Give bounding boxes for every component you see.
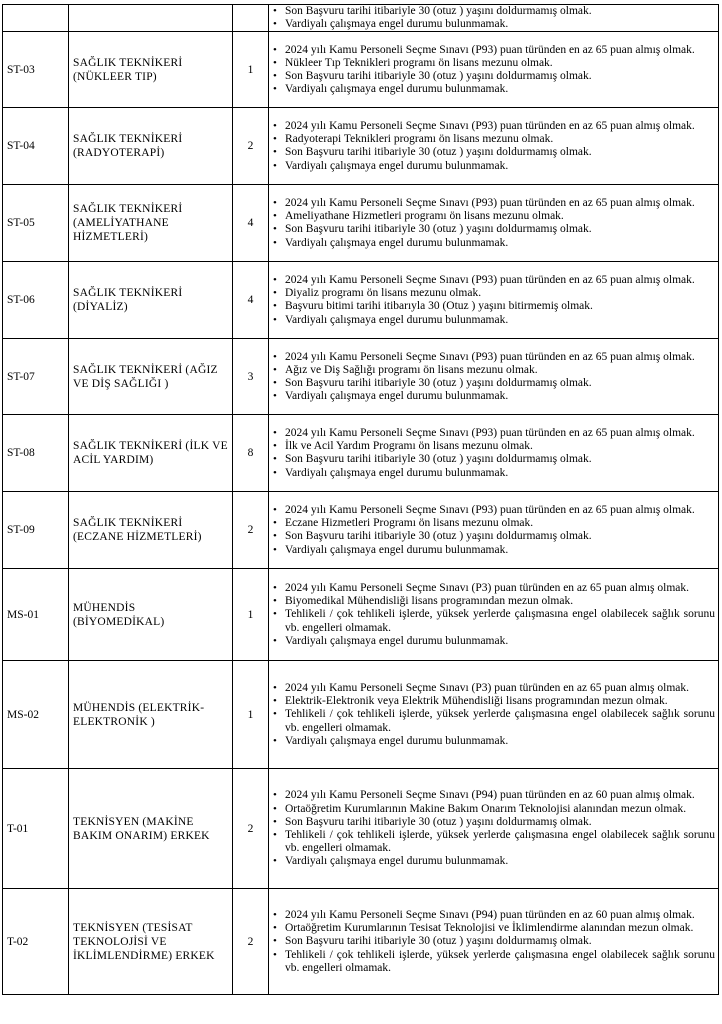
requirement-text: Tehlikeli / çok tehlikeli işlerde, yüksek yerlerde çalışmasına engel olabilecek sağlık sorunu vb. engelleri olmamak. bbox=[285, 948, 715, 974]
requirement-text: Ortaöğretim Kurumlarının Makine Bakım Onarım Teknolojisi alanından mezun olmak. bbox=[285, 802, 687, 815]
bullet-icon: • bbox=[273, 210, 277, 223]
position-count: 4 bbox=[233, 262, 269, 339]
requirement-text: Son Başvuru tarihi itibariyle 30 (otuz ) yaşını doldurmamış olmak. bbox=[285, 453, 592, 466]
requirement-text: 2024 yılı Kamu Personeli Seçme Sınavı (P93) puan türünden en az 65 puan almış olmak. bbox=[285, 504, 695, 516]
bullet-icon: • bbox=[273, 466, 277, 479]
position-count: 1 bbox=[233, 569, 269, 661]
requirements-cell bbox=[269, 889, 719, 995]
requirement-text: 2024 yılı Kamu Personeli Seçme Sınavı (P94) puan türünden en az 60 puan almış olmak. bbox=[285, 908, 695, 921]
requirement-item bbox=[269, 427, 715, 440]
bullet-icon: • bbox=[273, 734, 277, 747]
requirement-item bbox=[269, 160, 715, 173]
position-code: ST-04 bbox=[3, 108, 69, 185]
requirement-text: Son Başvuru tarihi itibariyle 30 (otuz ) yaşını doldurmamış olmak. bbox=[285, 935, 592, 948]
requirements-cell bbox=[269, 769, 719, 889]
table-row bbox=[3, 262, 719, 339]
table-row bbox=[3, 5, 719, 32]
bullet-icon: • bbox=[273, 133, 277, 146]
requirement-text: İlk ve Acil Yardım Programı ön lisans mezunu olmak. bbox=[285, 440, 533, 453]
bullet-icon: • bbox=[273, 197, 277, 209]
table-row bbox=[3, 569, 719, 661]
bullet-icon: • bbox=[273, 708, 277, 721]
requirement-item bbox=[269, 544, 715, 557]
requirement-item bbox=[269, 608, 715, 634]
requirement-item bbox=[269, 287, 715, 300]
requirement-text: Vardiyalı çalışmaya engel durumu bulunmamak. bbox=[285, 313, 509, 326]
requirement-text: Radyoterapi Teknikleri programı ön lisans mezunu olmak. bbox=[285, 133, 554, 146]
requirement-item bbox=[269, 467, 715, 480]
requirements-list bbox=[269, 120, 715, 173]
bullet-icon: • bbox=[273, 530, 277, 543]
requirements-cell bbox=[269, 5, 719, 32]
requirement-item bbox=[269, 682, 715, 695]
table-row bbox=[3, 108, 719, 185]
requirements-cell bbox=[269, 185, 719, 262]
requirements-cell bbox=[269, 339, 719, 415]
requirement-item bbox=[269, 70, 715, 83]
position-title: MÜHENDİS (ELEKTRİK-ELEKTRONİK ) bbox=[69, 661, 233, 769]
bullet-icon: • bbox=[273, 120, 277, 132]
bullet-icon: • bbox=[273, 159, 277, 172]
position-code: T-01 bbox=[3, 769, 69, 889]
requirements-cell bbox=[269, 262, 719, 339]
position-title: MÜHENDİS (BİYOMEDİKAL) bbox=[69, 569, 233, 661]
requirement-item bbox=[269, 300, 715, 313]
requirement-text: Vardiyalı çalışmaya engel durumu bulunmamak. bbox=[285, 543, 509, 556]
requirement-item bbox=[269, 922, 715, 935]
bullet-icon: • bbox=[273, 815, 277, 828]
bullet-icon: • bbox=[273, 69, 277, 82]
bullet-icon: • bbox=[273, 5, 277, 17]
bullet-icon: • bbox=[273, 453, 277, 466]
position-title: SAĞLIK TEKNİKERİ (AĞIZ VE DİŞ SAĞLIĞI ) bbox=[69, 339, 233, 415]
requirements-list bbox=[269, 5, 715, 31]
requirements-list bbox=[269, 504, 715, 557]
requirement-item bbox=[269, 453, 715, 466]
table-row bbox=[3, 889, 719, 995]
requirement-text: Vardiyalı çalışmaya engel durumu bulunmamak. bbox=[285, 466, 509, 479]
position-count bbox=[233, 5, 269, 32]
requirement-text: 2024 yılı Kamu Personeli Seçme Sınavı (P93) puan türünden en az 65 puan almış olmak. bbox=[285, 427, 695, 439]
requirements-list bbox=[269, 197, 715, 250]
bullet-icon: • bbox=[273, 56, 277, 69]
requirements-cell bbox=[269, 492, 719, 569]
requirement-text: Son Başvuru tarihi itibariyle 30 (otuz ) yaşını doldurmamış olmak. bbox=[285, 223, 592, 236]
requirement-text: 2024 yılı Kamu Personeli Seçme Sınavı (P93) puan türünden en az 65 puan almış olmak. bbox=[285, 120, 695, 132]
requirements-cell bbox=[269, 569, 719, 661]
bullet-icon: • bbox=[273, 313, 277, 326]
requirement-item bbox=[269, 803, 715, 816]
requirement-text: 2024 yılı Kamu Personeli Seçme Sınavı (P94) puan türünden en az 60 puan almış olmak. bbox=[285, 789, 695, 802]
position-title: SAĞLIK TEKNİKERİ (ECZANE HİZMETLERİ) bbox=[69, 492, 233, 569]
position-code: ST-08 bbox=[3, 415, 69, 492]
table-row bbox=[3, 661, 719, 769]
position-count: 3 bbox=[233, 339, 269, 415]
requirement-text: Başvuru bitimi tarihi itibarıyla 30 (Otuz ) yaşını bitirmemiş olmak. bbox=[285, 300, 593, 313]
requirement-item bbox=[269, 789, 715, 802]
requirement-item bbox=[269, 83, 715, 96]
requirement-item bbox=[269, 57, 715, 70]
position-count: 8 bbox=[233, 415, 269, 492]
requirement-item bbox=[269, 695, 715, 708]
requirement-text: Ağız ve Diş Sağlığı programı ön lisans mezunu olmak. bbox=[285, 363, 538, 376]
requirement-item bbox=[269, 530, 715, 543]
requirements-list bbox=[269, 274, 715, 327]
bullet-icon: • bbox=[273, 376, 277, 389]
requirement-item bbox=[269, 909, 715, 922]
requirement-text: Ameliyathane Hizmetleri programı ön lisans mezunu olmak. bbox=[285, 210, 564, 223]
requirement-text: Vardiyalı çalışmaya engel durumu bulunmamak. bbox=[285, 83, 509, 96]
requirement-text: Vardiyalı çalışmaya engel durumu bulunmamak. bbox=[285, 734, 509, 747]
position-count: 2 bbox=[233, 889, 269, 995]
bullet-icon: • bbox=[273, 390, 277, 403]
requirement-item bbox=[269, 635, 715, 648]
requirements-list bbox=[269, 351, 715, 404]
requirement-item bbox=[269, 855, 715, 868]
bullet-icon: • bbox=[273, 274, 277, 286]
table-row bbox=[3, 339, 719, 415]
requirement-item bbox=[269, 364, 715, 377]
requirement-text: Diyaliz programı ön lisans mezunu olmak. bbox=[285, 287, 482, 300]
requirement-item bbox=[269, 5, 715, 18]
bullet-icon: • bbox=[273, 504, 277, 516]
position-code: ST-07 bbox=[3, 339, 69, 415]
requirement-text: Eczane Hizmetleri Programı ön lisans mezunu olmak. bbox=[285, 517, 534, 530]
requirement-item bbox=[269, 210, 715, 223]
table-row bbox=[3, 185, 719, 262]
position-title bbox=[69, 5, 233, 32]
bullet-icon: • bbox=[273, 855, 277, 868]
requirement-text: Vardiyalı çalışmaya engel durumu bulunmamak. bbox=[285, 390, 509, 403]
requirement-item bbox=[269, 440, 715, 453]
bullet-icon: • bbox=[273, 287, 277, 300]
bullet-icon: • bbox=[273, 922, 277, 935]
requirement-text: Ortaöğretim Kurumlarının Tesisat Teknolojisi ve İklimlendirme alanından mezun olmak. bbox=[285, 922, 694, 935]
position-count: 2 bbox=[233, 108, 269, 185]
requirement-item bbox=[269, 377, 715, 390]
requirement-text: Son Başvuru tarihi itibariyle 30 (otuz ) yaşını doldurmamış olmak. bbox=[285, 530, 592, 543]
bullet-icon: • bbox=[273, 908, 277, 921]
requirements-list bbox=[269, 427, 715, 480]
bullet-icon: • bbox=[273, 802, 277, 815]
bullet-icon: • bbox=[273, 543, 277, 556]
requirement-item bbox=[269, 223, 715, 236]
bullet-icon: • bbox=[273, 935, 277, 948]
position-code: ST-03 bbox=[3, 32, 69, 108]
bullet-icon: • bbox=[273, 83, 277, 96]
requirement-text: 2024 yılı Kamu Personeli Seçme Sınavı (P93) puan türünden en az 65 puan almış olmak. bbox=[285, 197, 695, 209]
bullet-icon: • bbox=[273, 146, 277, 159]
requirement-text: Son Başvuru tarihi itibariyle 30 (otuz ) yaşını doldurmamış olmak. bbox=[285, 376, 592, 389]
bullet-icon: • bbox=[273, 517, 277, 530]
requirement-text: Son Başvuru tarihi itibariyle 30 (otuz ) yaşını doldurmamış olmak. bbox=[285, 69, 592, 82]
position-title: SAĞLIK TEKNİKERİ (NÜKLEER TIP) bbox=[69, 32, 233, 108]
bullet-icon: • bbox=[273, 440, 277, 453]
requirement-item bbox=[269, 18, 715, 31]
bullet-icon: • bbox=[273, 350, 277, 363]
requirement-text: Elektrik-Elektronik veya Elektrik Mühendisliği lisans programından mezun olmak. bbox=[285, 695, 668, 708]
position-title: SAĞLIK TEKNİKERİ (İLK VE ACİL YARDIM) bbox=[69, 415, 233, 492]
requirements-list bbox=[269, 909, 715, 975]
requirement-text: Vardiyalı çalışmaya engel durumu bulunmamak. bbox=[285, 634, 509, 647]
position-count: 2 bbox=[233, 769, 269, 889]
bullet-icon: • bbox=[273, 223, 277, 236]
requirement-item bbox=[269, 197, 715, 210]
requirement-text: Vardiyalı çalışmaya engel durumu bulunmamak. bbox=[285, 855, 509, 868]
table-row bbox=[3, 32, 719, 108]
position-code: T-02 bbox=[3, 889, 69, 995]
requirement-item bbox=[269, 829, 715, 855]
bullet-icon: • bbox=[273, 43, 277, 56]
requirement-item bbox=[269, 237, 715, 250]
requirement-text: 2024 yılı Kamu Personeli Seçme Sınavı (P93) puan türünden en az 65 puan almış olmak. bbox=[285, 43, 695, 56]
requirement-item bbox=[269, 504, 715, 517]
bullet-icon: • bbox=[273, 581, 277, 594]
requirement-item bbox=[269, 935, 715, 948]
position-code: MS-01 bbox=[3, 569, 69, 661]
bullet-icon: • bbox=[273, 363, 277, 376]
requirement-item bbox=[269, 120, 715, 133]
positions-table-body bbox=[3, 5, 719, 995]
requirement-text: Tehlikeli / çok tehlikeli işlerde, yüksek yerlerde çalışmasına engel olabilecek sağlık sorunu vb. engelleri olmamak. bbox=[285, 608, 715, 634]
requirement-text: Vardiyalı çalışmaya engel durumu bulunmamak. bbox=[285, 159, 509, 172]
bullet-icon: • bbox=[273, 608, 277, 621]
requirement-item bbox=[269, 274, 715, 287]
requirement-text: Tehlikeli / çok tehlikeli işlerde, yüksek yerlerde çalışmasına engel olabilecek sağlık sorunu vb. engelleri olmamak. bbox=[285, 708, 715, 734]
table-row bbox=[3, 415, 719, 492]
bullet-icon: • bbox=[273, 948, 277, 961]
requirement-text: Vardiyalı çalışmaya engel durumu bulunmamak. bbox=[285, 18, 509, 31]
requirement-item bbox=[269, 816, 715, 829]
requirements-list bbox=[269, 44, 715, 97]
position-count: 1 bbox=[233, 32, 269, 108]
requirement-text: 2024 yılı Kamu Personeli Seçme Sınavı (P3) puan türünden en az 65 puan almış olmak. bbox=[285, 681, 690, 694]
requirement-item bbox=[269, 949, 715, 975]
positions-table bbox=[2, 4, 719, 995]
bullet-icon: • bbox=[273, 18, 277, 31]
requirement-text: Son Başvuru tarihi itibariyle 30 (otuz ) yaşını doldurmamış olmak. bbox=[285, 5, 592, 17]
bullet-icon: • bbox=[273, 595, 277, 608]
requirement-item bbox=[269, 44, 715, 57]
bullet-icon: • bbox=[273, 634, 277, 647]
requirement-item bbox=[269, 314, 715, 327]
position-count: 2 bbox=[233, 492, 269, 569]
position-title: TEKNİSYEN (TESİSAT TEKNOLOJİSİ VE İKLİMLENDİRME) ERKEK bbox=[69, 889, 233, 995]
requirement-item bbox=[269, 133, 715, 146]
position-code: MS-02 bbox=[3, 661, 69, 769]
position-title: SAĞLIK TEKNİKERİ (AMELİYATHANE HİZMETLERİ) bbox=[69, 185, 233, 262]
requirements-list bbox=[269, 682, 715, 748]
position-code: ST-05 bbox=[3, 185, 69, 262]
table-row bbox=[3, 769, 719, 889]
position-code bbox=[3, 5, 69, 32]
position-count: 1 bbox=[233, 661, 269, 769]
requirement-text: 2024 yılı Kamu Personeli Seçme Sınavı (P3) puan türünden en az 65 puan almış olmak. bbox=[285, 581, 690, 594]
position-title: SAĞLIK TEKNİKERİ (DİYALİZ) bbox=[69, 262, 233, 339]
requirement-text: Tehlikeli / çok tehlikeli işlerde, yüksek yerlerde çalışmasına engel olabilecek sağlık sorunu vb. engelleri olmamak. bbox=[285, 828, 715, 855]
requirement-item bbox=[269, 146, 715, 159]
requirement-text: Vardiyalı çalışmaya engel durumu bulunmamak. bbox=[285, 236, 509, 249]
requirement-item bbox=[269, 390, 715, 403]
requirements-list bbox=[269, 582, 715, 648]
position-count: 4 bbox=[233, 185, 269, 262]
position-title: TEKNİSYEN (MAKİNE BAKIM ONARIM) ERKEK bbox=[69, 769, 233, 889]
bullet-icon: • bbox=[273, 300, 277, 313]
requirement-item bbox=[269, 595, 715, 608]
requirement-text: Son Başvuru tarihi itibariyle 30 (otuz ) yaşını doldurmamış olmak. bbox=[285, 146, 592, 159]
requirement-text: Son Başvuru tarihi itibariyle 30 (otuz ) yaşını doldurmamış olmak. bbox=[285, 815, 592, 828]
table-row bbox=[3, 492, 719, 569]
position-code: ST-06 bbox=[3, 262, 69, 339]
requirement-text: 2024 yılı Kamu Personeli Seçme Sınavı (P93) puan türünden en az 65 puan almış olmak. bbox=[285, 350, 695, 363]
requirement-item bbox=[269, 582, 715, 595]
requirement-text: 2024 yılı Kamu Personeli Seçme Sınavı (P93) puan türünden en az 65 puan almış olmak. bbox=[285, 274, 695, 286]
requirement-item bbox=[269, 708, 715, 734]
requirement-item bbox=[269, 517, 715, 530]
requirement-text: Biyomedikal Mühendisliği lisans programından mezun olmak. bbox=[285, 595, 574, 608]
bullet-icon: • bbox=[273, 828, 277, 841]
bullet-icon: • bbox=[273, 427, 277, 439]
bullet-icon: • bbox=[273, 695, 277, 708]
requirements-list bbox=[269, 789, 715, 868]
requirements-cell bbox=[269, 108, 719, 185]
bullet-icon: • bbox=[273, 236, 277, 249]
requirement-text: Nükleer Tıp Teknikleri programı ön lisans mezunu olmak. bbox=[285, 56, 553, 69]
bullet-icon: • bbox=[273, 789, 277, 802]
position-code: ST-09 bbox=[3, 492, 69, 569]
requirements-cell bbox=[269, 32, 719, 108]
bullet-icon: • bbox=[273, 681, 277, 694]
position-title: SAĞLIK TEKNİKERİ (RADYOTERAPİ) bbox=[69, 108, 233, 185]
requirement-item bbox=[269, 351, 715, 364]
requirements-cell bbox=[269, 415, 719, 492]
requirement-item bbox=[269, 735, 715, 748]
requirements-cell bbox=[269, 661, 719, 769]
